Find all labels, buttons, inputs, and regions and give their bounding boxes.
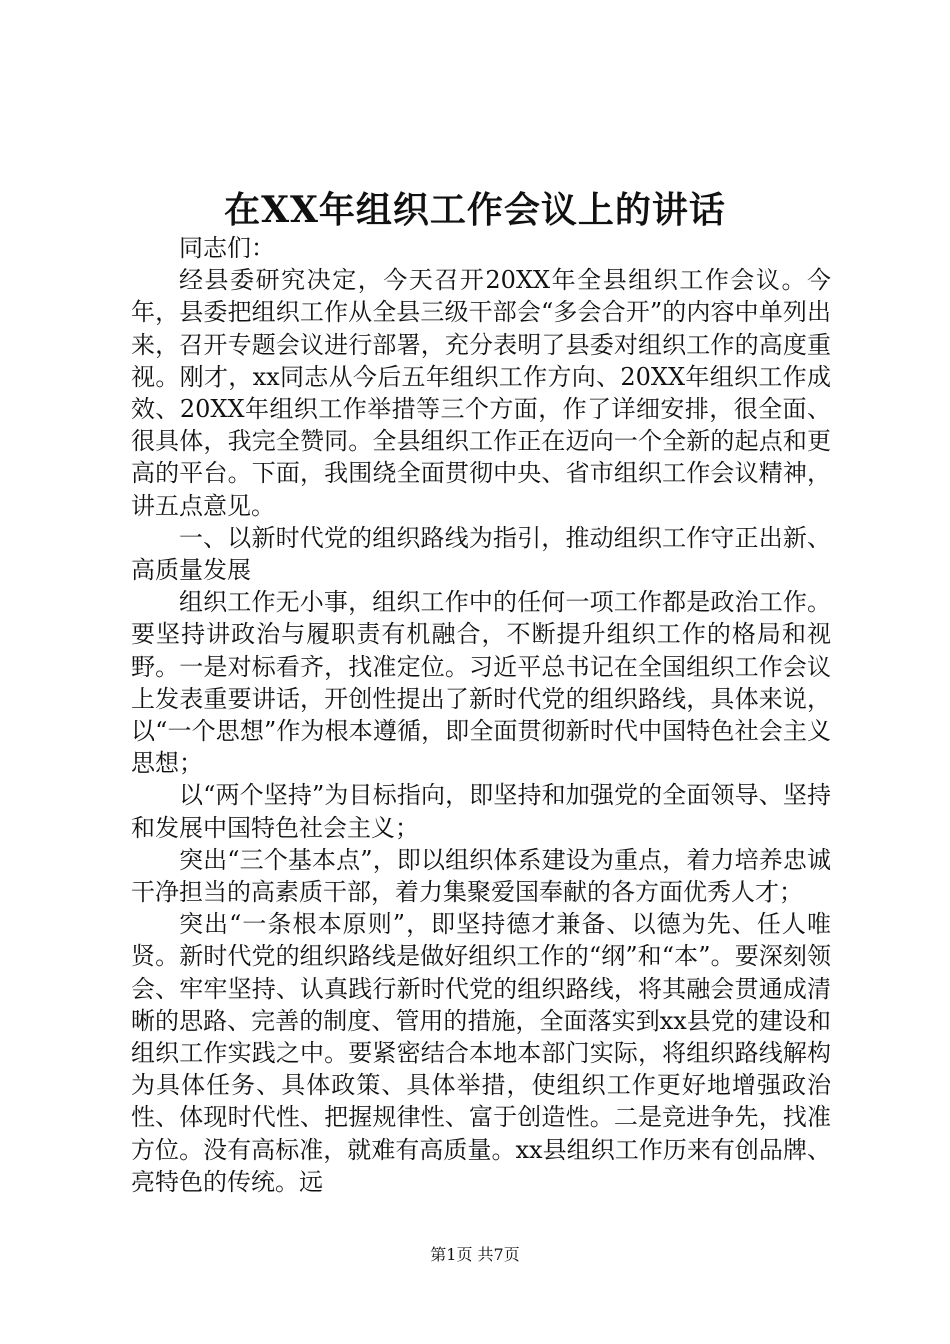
body-paragraph: 突出“一条根本原则”，即坚持德才兼备、以德为先、任人唯贤。新时代党的组织路线是做好组织工作的“纲”和“本”。要深刻领会、牢牢坚持、认真践行新时代党的组织路线，将其融会贯通成清晰的思路、完善的制度、管用的措施，全面落实到xx县党的建设和组织工作实践之中。要紧密结合本地本部门实际，将组织路线解构为具体任务、具体政策、具体举措，使组织工作更好地增强政治性、体现时代性、把握规律性、富于创造性。二是竞进争先，找准方位。没有高标准，就难有高质量。xx县组织工作历来有创品牌、亮特色的传统。远 — [131, 910, 831, 1196]
section-heading: 一、以新时代党的组织路线为指引，推动组织工作守正出新、高质量发展 — [131, 523, 831, 585]
body-paragraph: 以“两个坚持”为目标指向，即坚持和加强党的全面领导、坚持和发展中国特色社会主义； — [131, 781, 831, 842]
body-paragraph: 突出“三个基本点”，即以组织体系建设为重点，着力培养忠诚干净担当的高素质干部，着力集聚爱国奉献的各方面优秀人才； — [131, 845, 831, 907]
page-number-footer: 第1页 共7页 — [430, 1245, 520, 1264]
body-paragraph: 经县委研究决定，今天召开20XX年全县组织工作会议。今年，县委把组织工作从全县三级干部会“多会合开”的内容中单列出来，召开专题会议进行部署，充分表明了县委对组织工作的高度重视。刚才，xx同志从今后五年组织工作方向、20XX年组织工作成效、20XX年组织工作举措等三个方面，作了详细安排，很全面、很具体，我完全赞同。全县组织工作正在迈向一个全新的起点和更高的平台。下面，我围绕全面贯彻中央、省市组织工作会议精神，讲五点意见。 — [131, 266, 831, 520]
document-body — [131, 232, 831, 1198]
page-title: 在XX年组织工作会议上的讲话 — [224, 189, 726, 231]
salutation-paragraph: 同志们： — [179, 234, 275, 262]
body-paragraph: 组织工作无小事，组织工作中的任何一项工作都是政治工作。要坚持讲政治与履职责有机融合，不断提升组织工作的格局和视野。一是对标看齐，找准定位。习近平总书记在全国组织工作会议上发表重要讲话，开创性提出了新时代党的组织路线，具体来说，以“一个思想”作为根本遵循，即全面贯彻新时代中国特色社会主义思想； — [131, 588, 831, 778]
